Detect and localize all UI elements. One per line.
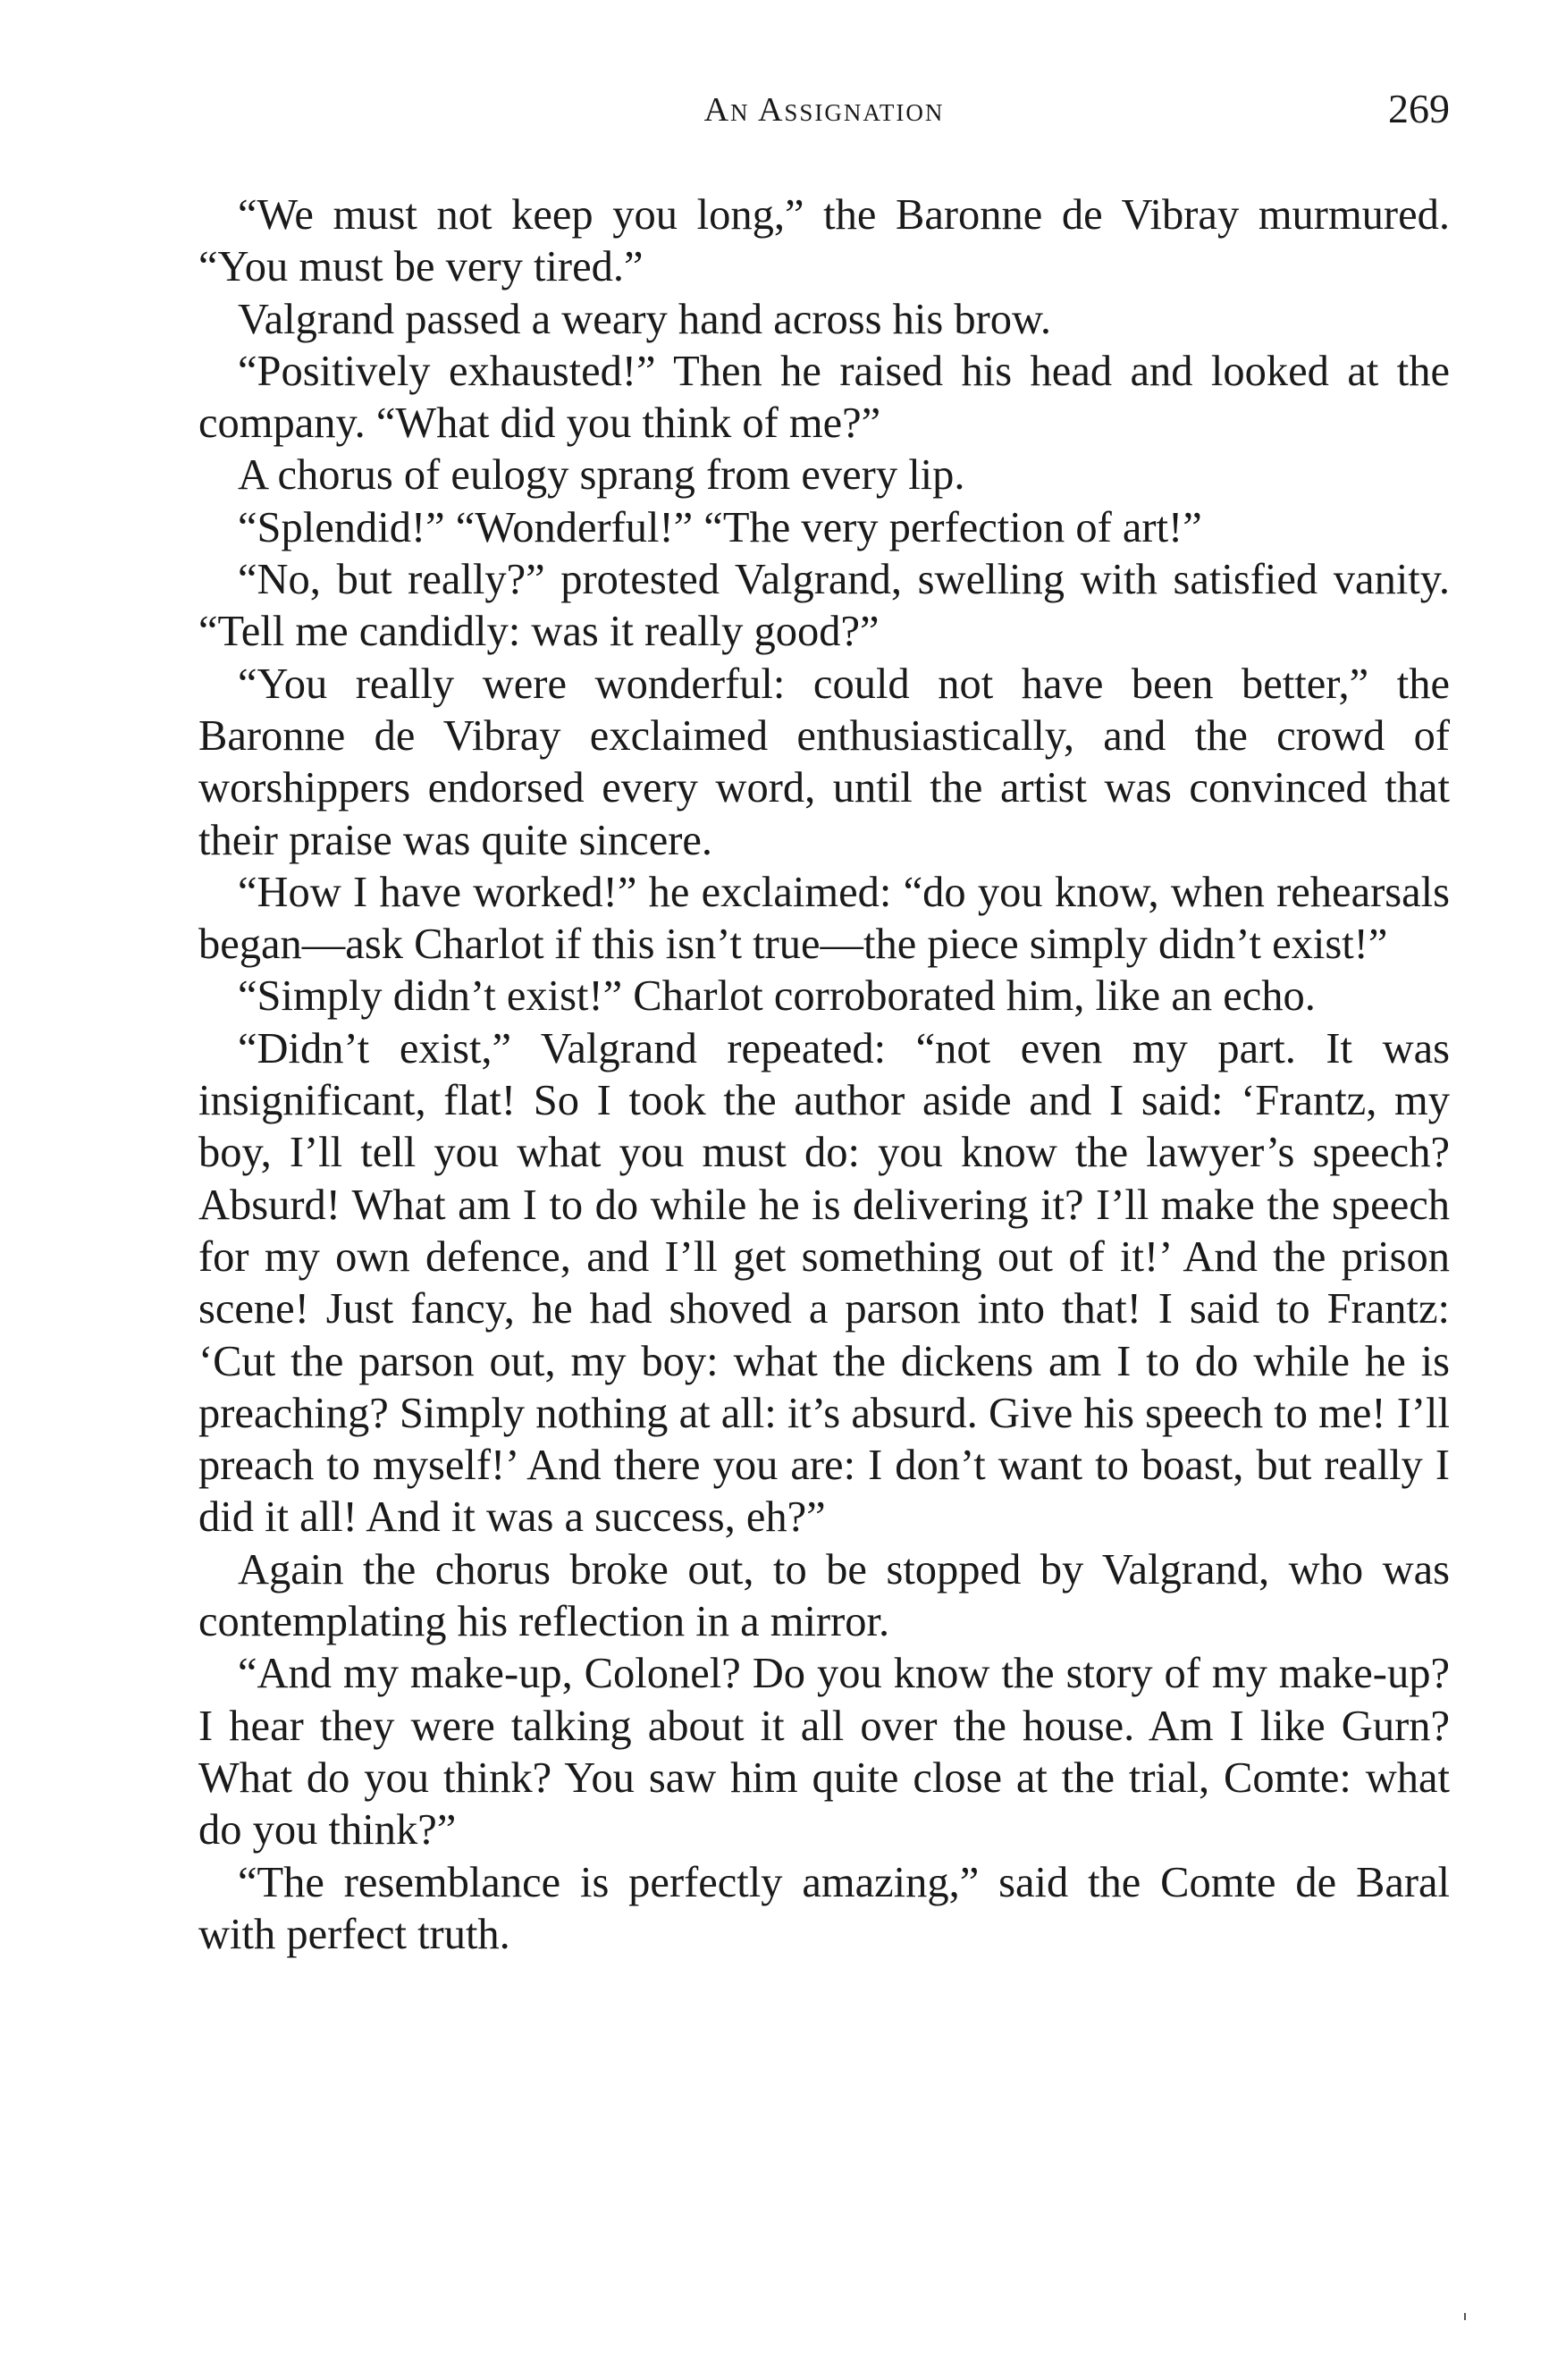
running-head (198, 85, 1450, 139)
paragraph: “The resemblance is perfectly amazing,” said the Comte de Baral with perfect truth. (198, 1858, 1450, 1958)
paragraph: “You really were wonderful: could not have been better,” the Baronne de Vibray exclaimed enthusiastically, and the crowd of worshippers endorsed every word, until the artist was convinced that their praise was quite sincere. (198, 660, 1450, 864)
paragraph: Again the chorus broke out, to be stopped by Valgrand, who was contemplating his reflection in a mirror. (198, 1545, 1450, 1646)
paragraph: “And my make-up, Colonel? Do you know the story of my make-up? I hear they were talking about it all over the house. Am I like Gurn? What do you think? You saw him quite close at the trial, Comte: what do you think?” (198, 1650, 1450, 1854)
body-text (198, 189, 1450, 1961)
paragraph: “Splendid!” “Wonderful!” “The very perfection of art!” (238, 503, 1202, 551)
page-number: 269 (1388, 86, 1450, 131)
paragraph: “We must not keep you long,” the Baronne de Vibray murmured. “You must be very tired.” (198, 191, 1450, 291)
paragraph: “Positively exhausted!” Then he raised his head and looked at the company. “What did you think of me?” (198, 347, 1450, 448)
paragraph: Valgrand passed a weary hand across his brow. (238, 295, 1051, 343)
scan-speck (1464, 2313, 1466, 2320)
paragraph: “No, but really?” protested Valgrand, swelling with satisfied vanity. “Tell me candidly: was it really good?” (198, 556, 1450, 656)
paragraph: “Didn’t exist,” Valgrand repeated: “not even my part. It was insignificant, flat! So I took the author aside and I said: ‘Frantz, my boy, I’ll tell you what you must do: you know the lawyer’s speech? Absurd! What am I to do while he is delivering it? I’ll make the speech for my own defence, and I’ll get something out of it!’ And the prison scene! Just fancy, he had shoved a parson into that! I said to Frantz: ‘Cut the parson out, my boy: what the dickens am I to do while he is preaching? Simply nothing at all: it’s absurd. Give his speech to me! I’ll preach to myself!’ And there you are: I don’t want to boast, but really I did it all! And it was a success, eh?” (198, 1024, 1450, 1542)
running-title: An Assignation (703, 91, 945, 129)
paragraph: A chorus of eulogy sprang from every lip. (238, 451, 965, 500)
paragraph: “Simply didn’t exist!” Charlot corroborated him, like an echo. (238, 972, 1316, 1021)
paragraph: “How I have worked!” he exclaimed: “do you know, when rehearsals began—ask Charlot if this isn’t true—the piece simply didn’t exist!” (198, 868, 1450, 969)
